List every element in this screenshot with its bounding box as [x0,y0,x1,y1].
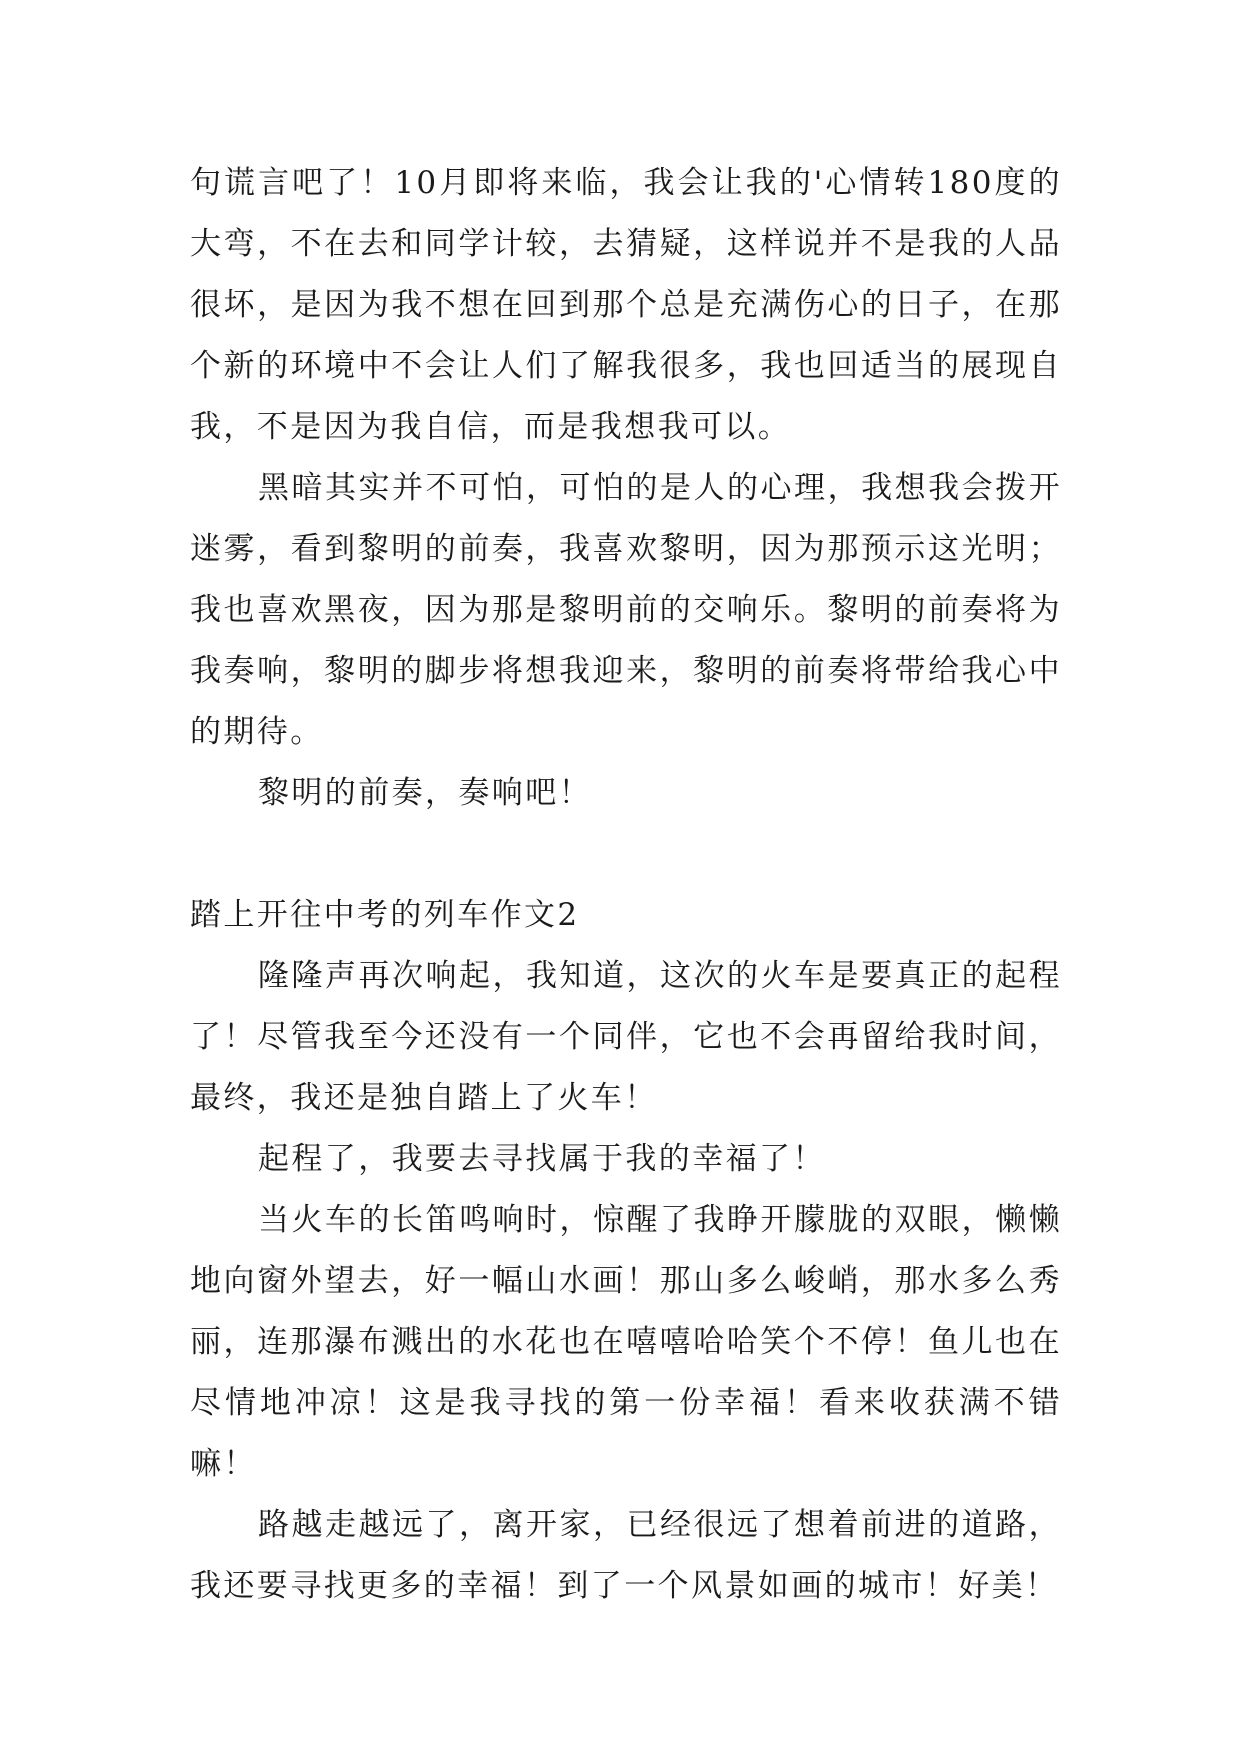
paragraph: 黎明的前奏，奏响吧！ [258,775,592,811]
paragraph: 路越走越远了，离开家，已经很远了想着前进的道路，我还要寻找更多的幸福！到了一个风景如画的城市！好美！ [190,1507,1062,1604]
document-body [190,153,1062,1617]
paragraph: 句谎言吧了！10月即将来临，我会让我的'心情转180度的大弯，不在去和同学计较，去猜疑，这样说并不是我的人品很坏，是因为我不想在回到那个总是充满伤心的日子，在那个新的环境中不会让人们了解我很多，我也回适当的展现自我，不是因为我自信，而是我想我可以。 [190,165,1062,445]
paragraph: 隆隆声再次响起，我知道，这次的火车是要真正的起程了！尽管我至今还没有一个同伴，它也不会再留给我时间，最终，我还是独自踏上了火车！ [190,958,1062,1116]
paragraph: 当火车的长笛鸣响时，惊醒了我睁开朦胧的双眼，懒懒地向窗外望去，好一幅山水画！那山多么峻峭，那水多么秀丽，连那瀑布溅出的水花也在嘻嘻哈哈笑个不停！鱼儿也在尽情地冲凉！这是我寻找的第一份幸福！看来收获满不错嘛！ [190,1202,1062,1482]
essay-heading: 踏上开往中考的列车作文2 [190,897,580,933]
section-spacer [190,824,1062,885]
paragraph: 起程了，我要去寻找属于我的幸福了！ [258,1141,826,1177]
paragraph: 黑暗其实并不可怕，可怕的是人的心理，我想我会拨开迷雾，看到黎明的前奏，我喜欢黎明，因为那预示这光明；我也喜欢黑夜，因为那是黎明前的交响乐。黎明的前奏将为我奏响，黎明的脚步将想我迎来，黎明的前奏将带给我心中的期待。 [190,470,1062,750]
